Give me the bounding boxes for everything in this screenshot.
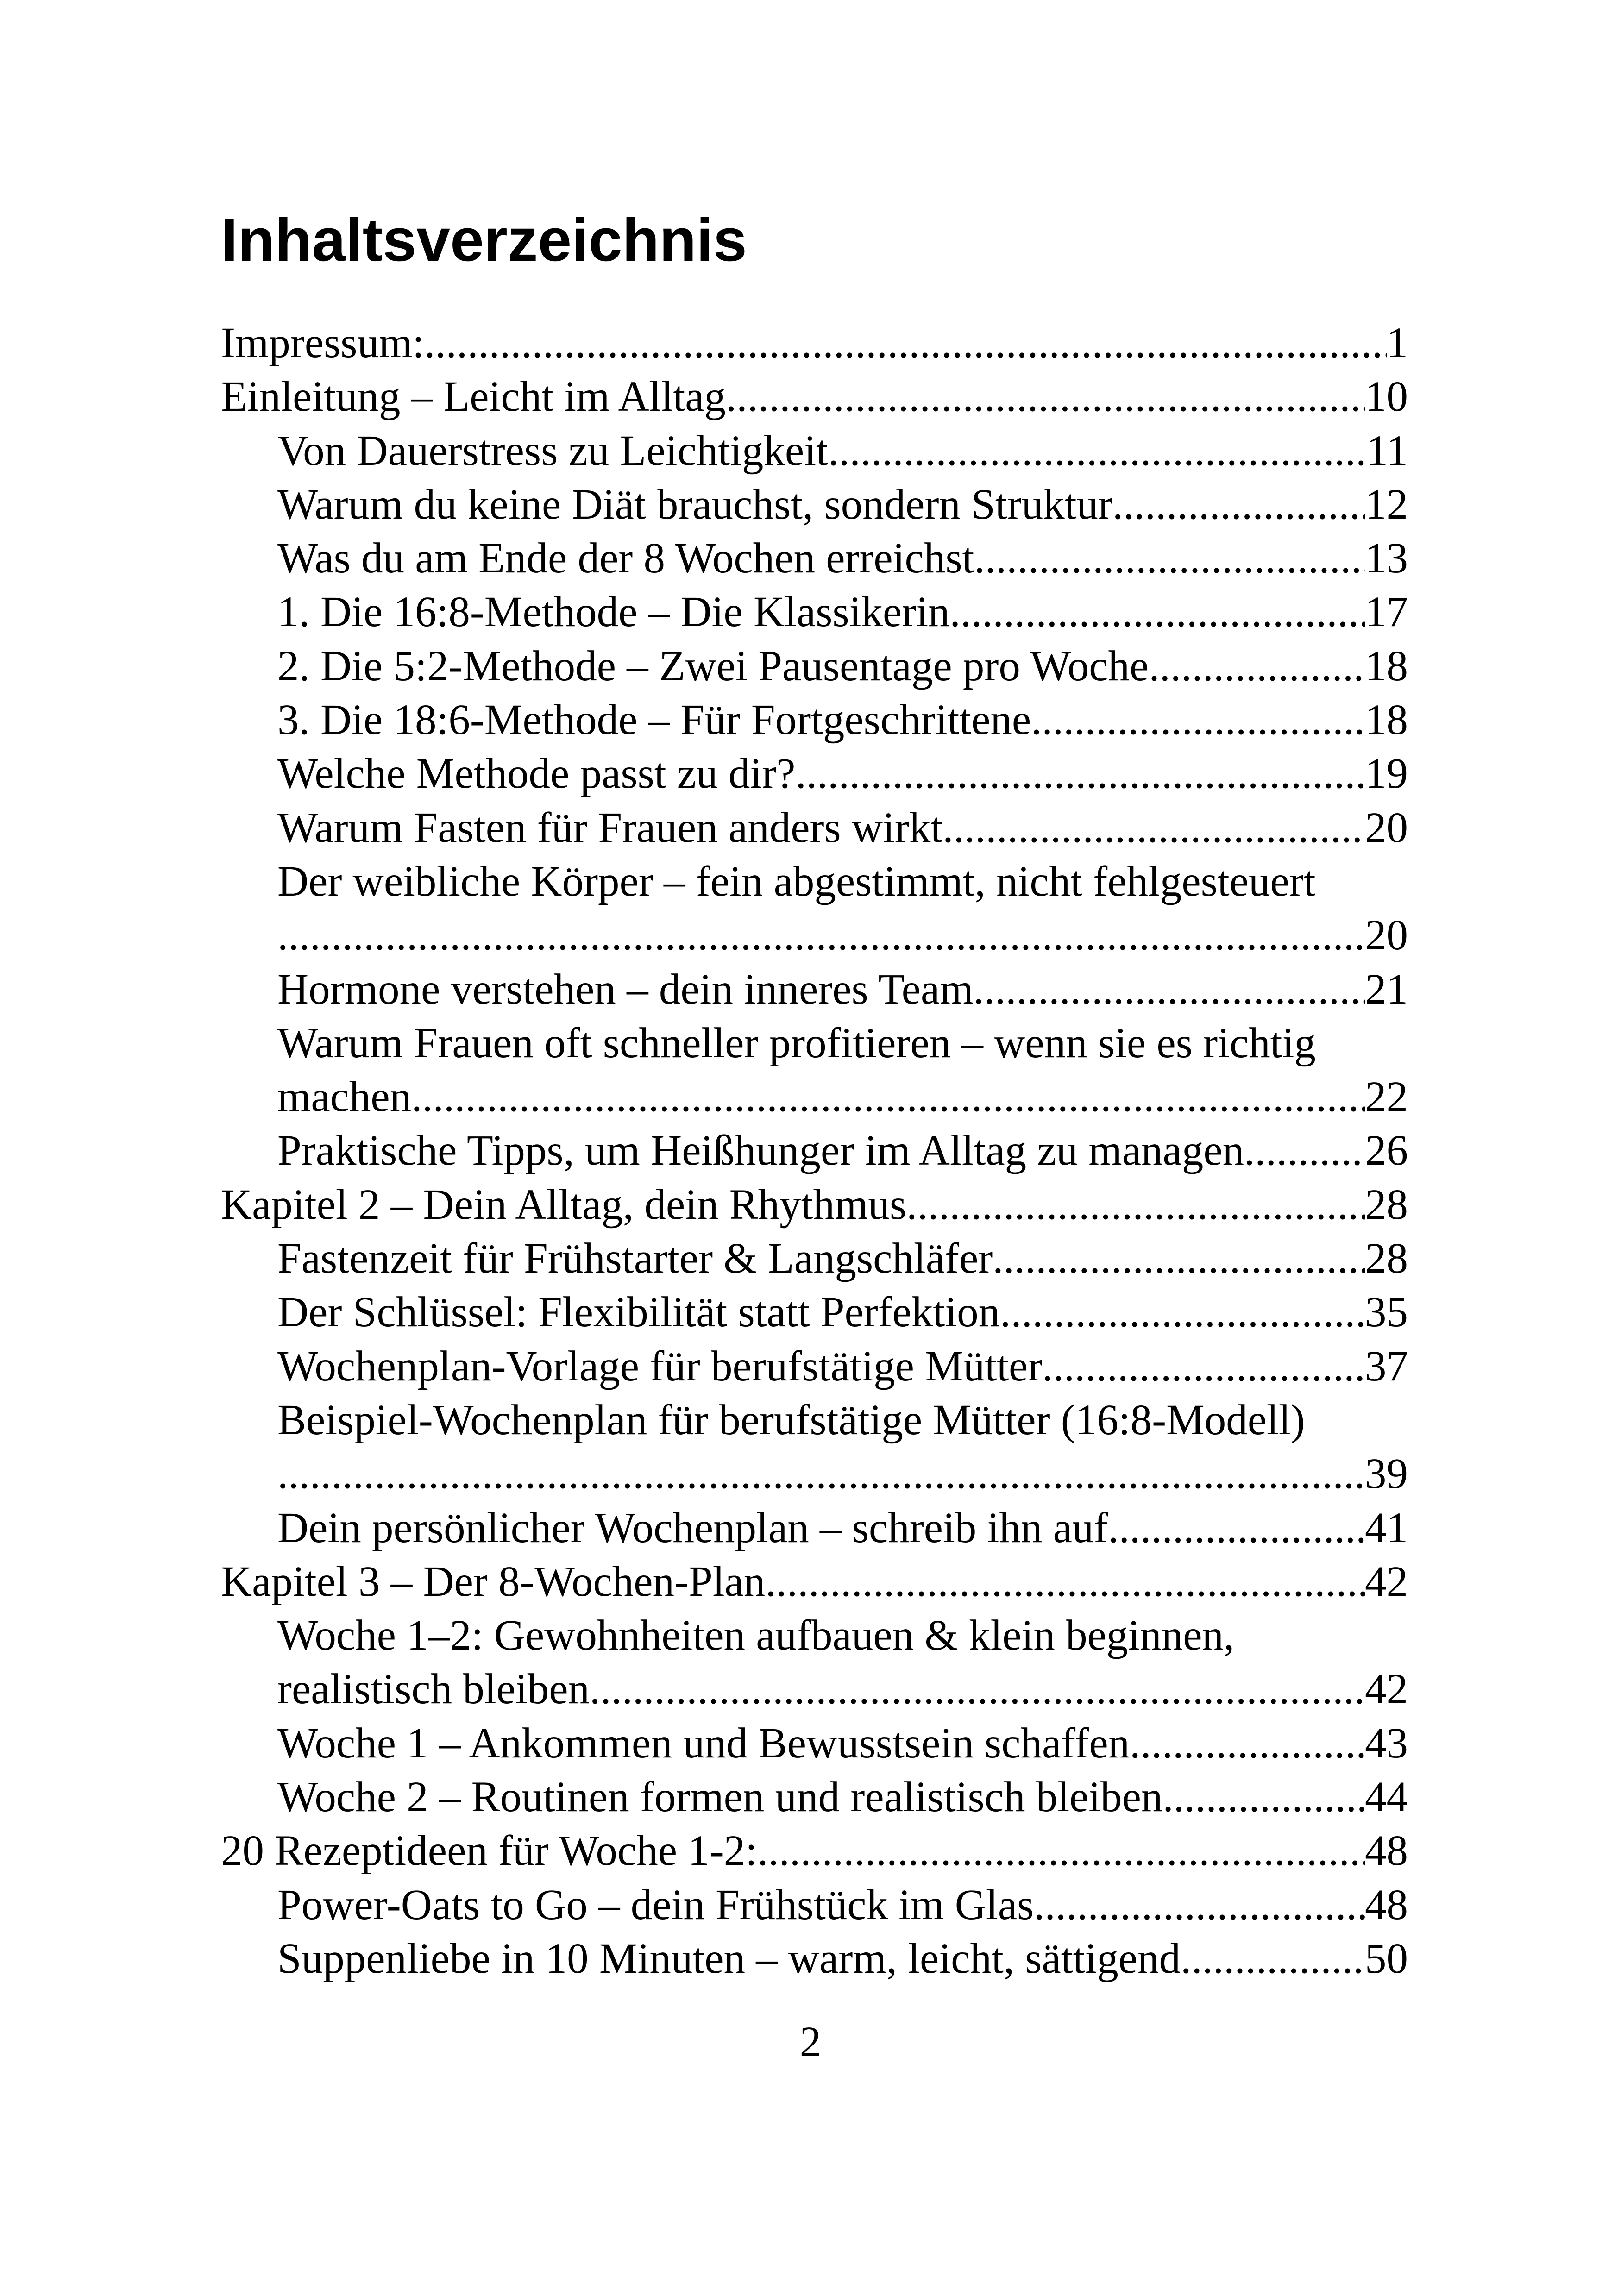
toc-entry-title: Suppenliebe in 10 Minuten – warm, leicht, sättigend <box>277 1934 1181 1982</box>
dot-leader <box>1149 640 1365 693</box>
dot-leader <box>795 747 1365 801</box>
toc-entry[interactable] <box>221 1717 1408 1770</box>
dot-leader <box>424 316 1386 370</box>
dot-leader <box>1244 1124 1365 1178</box>
toc-entry[interactable] <box>221 1878 1408 1932</box>
toc-entry-row <box>221 1555 1408 1609</box>
dot-leader <box>1031 693 1365 747</box>
toc-entry-row <box>277 424 1408 478</box>
toc-entry-title: Praktische Tipps, um Heißhunger im Alltag zu managen <box>277 1127 1244 1175</box>
toc-entry-title: 2. Die 5:2-Methode – Zwei Pausentage pro Woche <box>277 642 1149 690</box>
toc-entry-title-line: Der weibliche Körper – fein abgestimmt, nicht fehlgesteuert <box>277 857 1316 905</box>
toc-entry-title: Wochenplan-Vorlage für berufstätige Mütter <box>277 1342 1043 1390</box>
toc-entry[interactable] <box>221 693 1408 747</box>
toc-entry-page: 35 <box>1365 1288 1408 1336</box>
toc-entry-page: 1 <box>1386 319 1408 367</box>
toc-entry[interactable] <box>221 640 1408 693</box>
dot-leader <box>974 963 1365 1016</box>
toc-entry-title: 3. Die 18:6-Methode – Für Fortgeschrittene <box>277 696 1031 744</box>
toc-entry[interactable] <box>221 532 1408 585</box>
toc-entry-title: Power-Oats to Go – dein Frühstück im Glas <box>277 1881 1034 1929</box>
toc-entry-page: 26 <box>1365 1127 1408 1175</box>
toc-entry-row <box>221 1824 1408 1878</box>
toc-entry-title: realistisch bleiben <box>277 1665 590 1713</box>
dot-leader <box>1112 478 1365 532</box>
toc-entry-title: Welche Methode passt zu dir? <box>277 750 796 798</box>
toc-entry-page: 37 <box>1365 1342 1408 1390</box>
toc-entry-title: Warum Fasten für Frauen anders wirkt <box>277 803 943 852</box>
toc-entry-title: Warum du keine Diät brauchst, sondern Struktur <box>277 480 1113 528</box>
toc-entry-page: 48 <box>1365 1881 1408 1929</box>
toc-entry-row <box>277 1286 1408 1339</box>
toc-entry-title: Einleitung – Leicht im Alltag <box>221 373 726 421</box>
toc-entry[interactable] <box>221 855 1408 963</box>
toc-entry-page: 21 <box>1365 965 1408 1013</box>
toc-entry[interactable] <box>221 747 1408 801</box>
dot-leader <box>993 1232 1365 1286</box>
dot-leader <box>906 1178 1365 1232</box>
toc-entry-page: 39 <box>1365 1450 1408 1498</box>
toc-heading: Inhaltsverzeichnis <box>221 206 747 274</box>
toc-entry[interactable] <box>221 1393 1408 1501</box>
toc-entry-title: Hormone verstehen – dein inneres Team <box>277 965 974 1013</box>
toc-entry[interactable] <box>221 585 1408 639</box>
toc-entry-title-line: Warum Frauen oft schneller profitieren – wenn sie es richtig <box>277 1019 1316 1067</box>
toc-entry-title: 20 Rezeptideen für Woche 1-2: <box>221 1827 758 1875</box>
toc-entry[interactable] <box>221 1932 1408 1986</box>
toc-entry-row <box>277 909 1408 962</box>
toc-entry-title-line: Woche 1–2: Gewohnheiten aufbauen & klein beginnen, <box>277 1612 1235 1660</box>
toc-entry-title: Impressum: <box>221 319 425 367</box>
dot-leader <box>1162 1770 1365 1824</box>
toc-entry-page: 48 <box>1365 1827 1408 1875</box>
dot-leader <box>765 1555 1365 1609</box>
toc-entry-page: 41 <box>1365 1504 1408 1552</box>
dot-leader <box>277 909 1365 962</box>
toc-entry-row <box>221 370 1408 424</box>
toc-entry-row <box>277 1662 1408 1716</box>
toc-entry-page: 22 <box>1365 1073 1408 1121</box>
toc-entry-row <box>277 640 1408 693</box>
toc-entry-row <box>277 1232 1408 1286</box>
dot-leader <box>757 1824 1365 1878</box>
toc-entry-title: Der Schlüssel: Flexibilität statt Perfektion <box>277 1288 1000 1336</box>
toc-entry-page: 19 <box>1365 750 1408 798</box>
dot-leader <box>1000 1286 1365 1339</box>
toc-entry-page: 11 <box>1366 427 1408 475</box>
toc-entry[interactable] <box>221 424 1408 478</box>
toc-entry-page: 18 <box>1365 696 1408 744</box>
toc-entry-row <box>277 963 1408 1016</box>
toc-entry-row <box>221 316 1408 370</box>
toc-entry-row <box>277 478 1408 532</box>
toc-entry[interactable] <box>221 316 1408 370</box>
toc-entry-row <box>277 693 1408 747</box>
toc-entry-row <box>277 1770 1408 1824</box>
dot-leader <box>1042 1340 1365 1393</box>
toc-entry-title: Woche 2 – Routinen formen und realistisch bleiben <box>277 1773 1163 1821</box>
toc-entry[interactable] <box>221 1286 1408 1339</box>
toc-entry-page: 28 <box>1365 1180 1408 1229</box>
page-number: 2 <box>799 2018 822 2066</box>
toc-entry-page: 20 <box>1365 911 1408 960</box>
toc-entry-page: 18 <box>1365 642 1408 690</box>
toc-entry-title: Woche 1 – Ankommen und Bewusstsein schaffen <box>277 1719 1130 1767</box>
toc-entry-row <box>277 801 1408 855</box>
toc-entry-row <box>277 585 1408 639</box>
toc-entry-page: 17 <box>1365 588 1408 636</box>
dot-leader <box>277 1447 1365 1501</box>
toc-entry-title: Von Dauerstress zu Leichtigkeit <box>277 427 828 475</box>
dot-leader <box>411 1070 1365 1124</box>
toc-entry-row <box>277 1070 1408 1124</box>
toc-entry-title-line: Beispiel-Wochenplan für berufstätige Mütter (16:8-Modell) <box>277 1396 1305 1444</box>
toc-entry[interactable] <box>221 1016 1408 1124</box>
dot-leader <box>942 801 1365 855</box>
toc-entry-title: Kapitel 2 – Dein Alltag, dein Rhythmus <box>221 1180 907 1229</box>
dot-leader <box>726 370 1365 424</box>
toc-entry-row <box>277 1878 1408 1932</box>
toc-entry-page: 10 <box>1365 373 1408 421</box>
toc-entry[interactable] <box>221 1340 1408 1393</box>
toc-entry-title: 1. Die 16:8-Methode – Die Klassikerin <box>277 588 950 636</box>
toc-entry[interactable] <box>221 1609 1408 1717</box>
dot-leader <box>1034 1878 1365 1932</box>
toc-entry-row <box>221 1178 1408 1232</box>
table-of-contents <box>221 316 1408 1986</box>
toc-entry-row <box>277 1501 1408 1555</box>
toc-entry-row <box>277 747 1408 801</box>
toc-entry[interactable] <box>221 1501 1408 1555</box>
toc-entry-page: 43 <box>1365 1719 1408 1767</box>
toc-entry-page: 44 <box>1365 1773 1408 1821</box>
toc-entry-page: 50 <box>1365 1934 1408 1982</box>
toc-entry[interactable] <box>221 370 1408 424</box>
toc-entry-row <box>277 1447 1408 1501</box>
dot-leader <box>1181 1932 1365 1986</box>
toc-entry[interactable] <box>221 1232 1408 1286</box>
toc-entry-title: Dein persönlicher Wochenplan – schreib ihn auf <box>277 1504 1108 1552</box>
dot-leader <box>828 424 1367 478</box>
toc-entry-row <box>277 1340 1408 1393</box>
dot-leader <box>1130 1717 1365 1770</box>
toc-entry-title: Was du am Ende der 8 Wochen erreichst <box>277 534 974 583</box>
toc-entry[interactable] <box>221 1178 1408 1232</box>
toc-entry-row <box>277 1124 1408 1178</box>
toc-entry-row <box>277 1932 1408 1986</box>
toc-entry-page: 42 <box>1365 1665 1408 1713</box>
toc-entry-title: Kapitel 3 – Der 8-Wochen-Plan <box>221 1557 766 1606</box>
toc-entry-page: 28 <box>1365 1235 1408 1283</box>
dot-leader <box>974 532 1365 585</box>
toc-entry[interactable] <box>221 1555 1408 1609</box>
toc-entry[interactable] <box>221 1770 1408 1824</box>
toc-entry[interactable] <box>221 478 1408 532</box>
toc-entry-page: 13 <box>1365 534 1408 583</box>
dot-leader <box>950 585 1365 639</box>
toc-entry[interactable] <box>221 963 1408 1016</box>
toc-entry-row <box>277 532 1408 585</box>
toc-entry[interactable] <box>221 1824 1408 1878</box>
toc-entry-page: 12 <box>1365 480 1408 528</box>
dot-leader <box>1108 1501 1365 1555</box>
dot-leader <box>590 1662 1365 1716</box>
toc-entry[interactable] <box>221 1124 1408 1178</box>
toc-entry-row <box>277 1717 1408 1770</box>
toc-entry-page: 20 <box>1365 803 1408 852</box>
toc-entry-title: Fastenzeit für Frühstarter & Langschläfer <box>277 1235 993 1283</box>
toc-entry[interactable] <box>221 801 1408 855</box>
toc-entry-title: machen <box>277 1073 412 1121</box>
toc-entry-page: 42 <box>1365 1557 1408 1606</box>
